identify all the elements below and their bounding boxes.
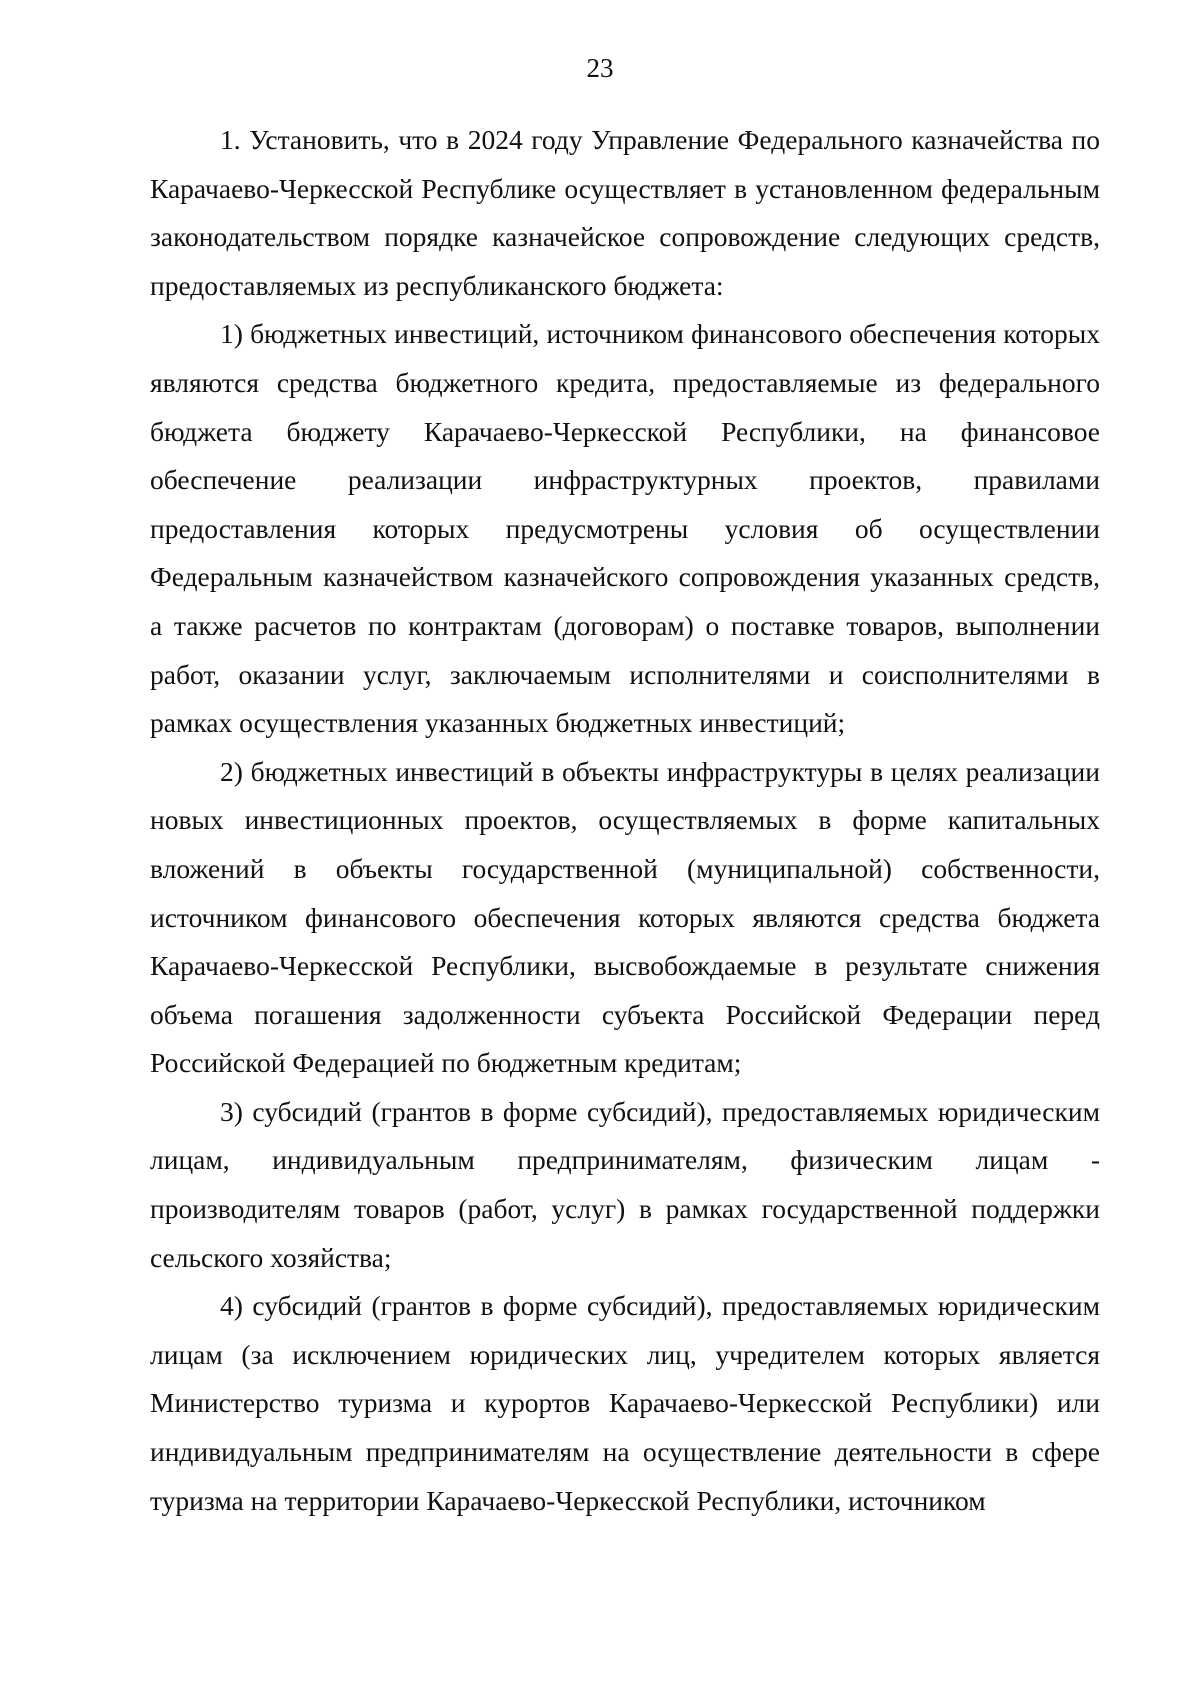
paragraph-clause-1: 1. Установить, что в 2024 году Управление Федерального казначейства по Карачаево-Черкесской Республике осуществляет в установленном федеральным законодательством порядке казначейское сопровождение следующих средств, предоставляемых из республиканского бюджета:: [150, 124, 1100, 301]
paragraph-item-4: 4) субсидий (грантов в форме субсидий), предоставляемых юридическим лицам (за исключением юридических лиц, учредителем которых является Министерство туризма и курортов Карачаево-Черкесской Республики) или индивидуальным предпринимателям на осуществление деятельности в сфере туризма на территории Карачаево-Черкесской Республики, источником: [150, 1290, 1100, 1516]
document-body: [150, 116, 1100, 1525]
page-number: 23: [586, 53, 614, 83]
paragraph-item-1: 1) бюджетных инвестиций, источником финансового обеспечения которых являются средства бюджетного кредита, предоставляемые из федерального бюджета бюджету Карачаево-Черкесской Республики, на финансовое обеспечение реализации инфраструктурных проектов, правилами предоставления которых предусмотрены условия об осуществлении Федеральным казначейством казначейского сопровождения указанных средств, а также расчетов по контрактам (договорам) о поставке товаров, выполнении работ, оказании услуг, заключаемым исполнителями и соисполнителями в рамках осуществления указанных бюджетных инвестиций;: [150, 318, 1100, 739]
paragraph-item-3: 3) субсидий (грантов в форме субсидий), предоставляемых юридическим лицам, индивидуальным предпринимателям, физическим лицам - производителям товаров (работ, услуг) в рамках государственной поддержки сельского хозяйства;: [150, 1095, 1100, 1273]
paragraph-item-2: 2) бюджетных инвестиций в объекты инфраструктуры в целях реализации новых инвестиционных проектов, осуществляемых в форме капитальных вложений в объекты государственной (муниципальной) собственности, источником финансового обеспечения которых являются средства бюджета Карачаево-Черкесской Республики, высвобождаемые в результате снижения объема погашения задолженности субъекта Российской Федерации перед Российской Федерацией по бюджетным кредитам;: [150, 755, 1100, 1079]
